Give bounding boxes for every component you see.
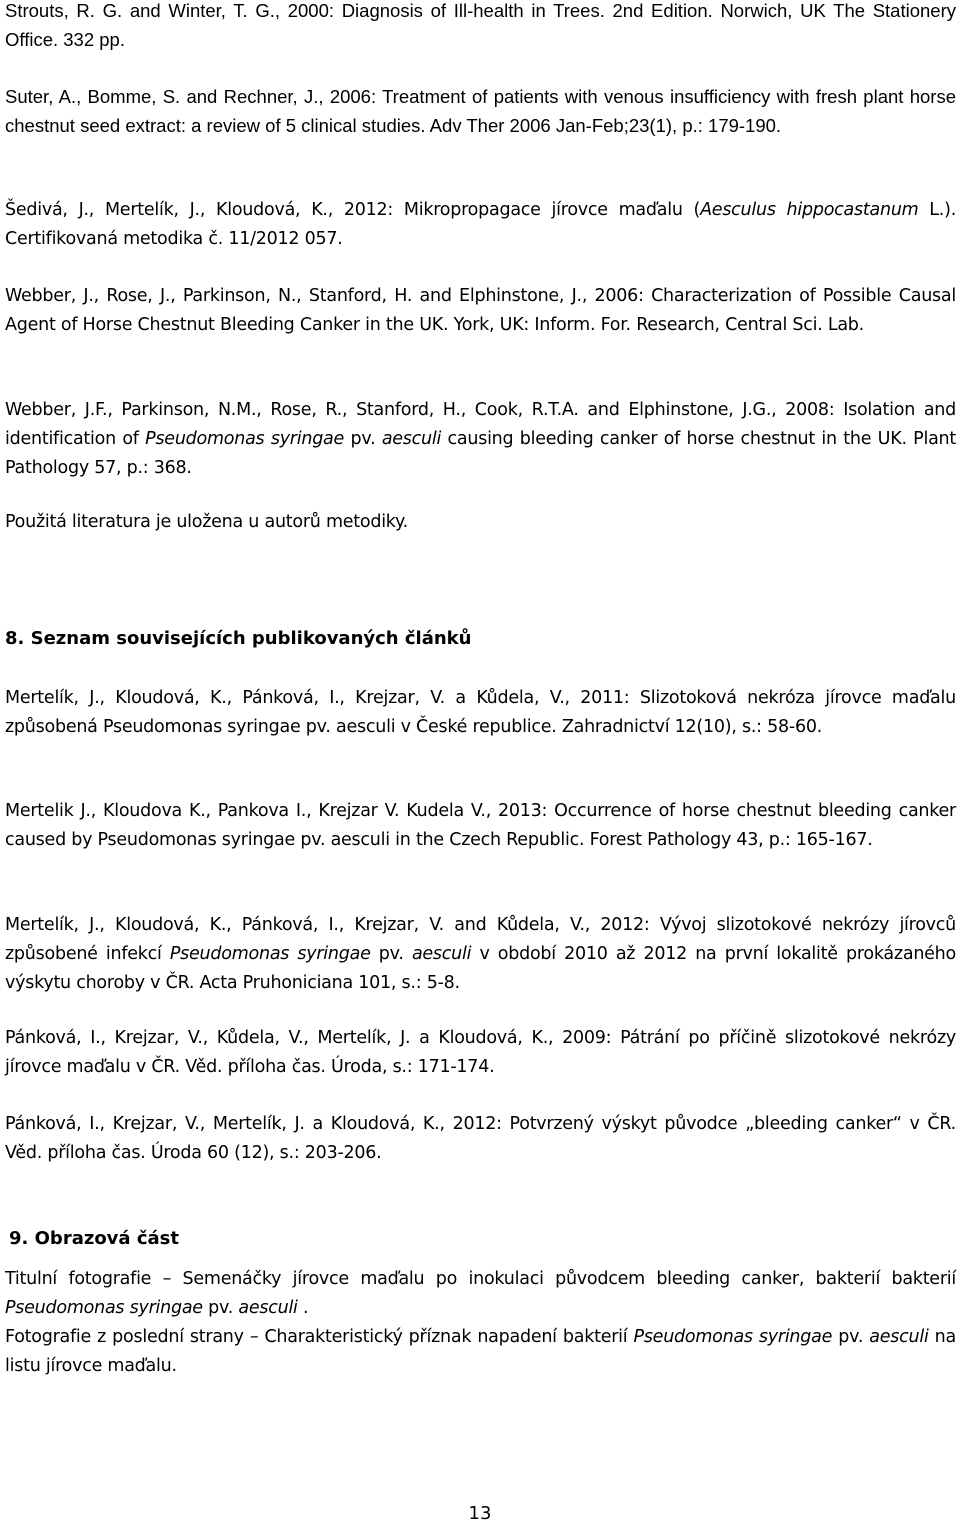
publication-item [5, 797, 956, 855]
species-name: Pseudomonas syringae [145, 429, 345, 449]
caption-text [5, 1265, 956, 1323]
section-heading: 9. Obrazová část [9, 1228, 179, 1249]
species-name: Pseudomonas syringae [633, 1327, 833, 1347]
page-number: 13 [468, 1503, 492, 1524]
reference-text-part: pv. [344, 429, 382, 449]
reference-text [5, 396, 956, 483]
pathovar-name: aesculi [869, 1327, 929, 1347]
pathovar-name: aesculi [411, 944, 472, 964]
reference-webber-2008 [5, 396, 956, 483]
species-name: Pseudomonas syringae [169, 944, 371, 964]
reference-suter [5, 82, 956, 140]
publication-text-part: Mertelík, J., Kloudová, K., Pánková, I., Krejzar, V. and Kůdela, V., 2012: Vývoj slizotokové nekrózy jírovců způsobené infekcí [5, 915, 956, 964]
caption-text-part: pv. [202, 1298, 239, 1318]
reference-strouts [5, 0, 956, 54]
publication-text: Pánková, I., Krejzar, V., Kůdela, V., Mertelík, J. a Kloudová, K., 2009: Pátrání po příčině slizotokové nekrózy jírovce maďalu v ČR. Věd. příloha čas. Úroda, s.: 171-174. [5, 1028, 956, 1077]
reference-text: Webber, J., Rose, J., Parkinson, N., Stanford, H. and Elphinstone, J., 2006: Characterization of Possible Causal Agent of Horse Chestnut Bleeding Canker in the UK. York, UK: Inform. For. Research, Central Sci. Lab. [5, 286, 956, 335]
species-name: Pseudomonas syringae [5, 1298, 203, 1318]
reference-text: Suter, A., Bomme, S. and Rechner, J., 2006: Treatment of patients with venous insufficiency with fresh plant horse chestnut seed extract: a review of 5 clinical studies. Adv Ther 2006 Jan-Feb;23(1), p.: 179-190. [5, 86, 956, 136]
caption-text-part: Titulní fotografie – Semenáčky jírovce maďalu po inokulaci původcem bleeding canker, bakterií bakterií [5, 1269, 956, 1289]
reference-text [5, 196, 956, 254]
section-heading: 8. Seznam souvisejících publikovaných článků [5, 628, 472, 649]
pathovar-name: aesculi [381, 429, 442, 449]
caption-text [5, 1323, 956, 1381]
section-9 [9, 1224, 960, 1253]
reference-text: Strouts, R. G. and Winter, T. G., 2000: Diagnosis of Ill-health in Trees. 2nd Edition. Norwich, UK The Stationery Office. 332 pp. [5, 0, 956, 50]
publication-text: Pánková, I., Krejzar, V., Mertelík, J. a Kloudová, K., 2012: Potvrzený výskyt původce „bleeding canker“ v ČR. Věd. příloha čas. Úroda 60 (12), s.: 203-206. [5, 1114, 956, 1163]
section-8 [5, 624, 956, 653]
publication-item [5, 911, 956, 998]
note-text: Použitá literatura je uložena u autorů metodiky. [5, 512, 408, 532]
pathovar-name: aesculi [238, 1298, 298, 1318]
caption-text-part: na listu jírovce maďalu. [5, 1327, 956, 1376]
image-caption [5, 1265, 956, 1381]
caption-text-part: Fotografie z poslední strany – Charakteristický příznak napadení bakterií [5, 1327, 634, 1347]
reference-text-part: causing bleeding canker of horse chestnut in the UK. Plant Pathology 57, p.: 368. [5, 429, 957, 478]
publication-text [5, 911, 956, 998]
reference-text-part: L.). Certifikovaná metodika č. 11/2012 057. [5, 200, 957, 249]
caption-text-part: . [297, 1298, 309, 1318]
publication-text: Mertelík, J., Kloudová, K., Pánková, I., Krejzar, V. a Kůdela, V., 2011: Slizotoková nekróza jírovce maďalu způsobená Pseudomonas syringae pv. aesculi v České republice. Zahradnictví 12(10), s.: 58-60. [5, 688, 956, 737]
literature-note [5, 508, 956, 537]
species-name: Aesculus hippocastanum [700, 200, 919, 220]
publication-item [5, 684, 956, 742]
publication-item [5, 1024, 956, 1082]
reference-webber-2006 [5, 282, 956, 340]
reference-text-part: Šedivá, J., Mertelík, J., Kloudová, K., 2012: Mikropropagace jírovce maďalu ( [5, 200, 701, 220]
reference-text-part: Webber, J.F., Parkinson, N.M., Rose, R., Stanford, H., Cook, R.T.A. and Elphinstone, J.G., 2008: Isolation and identification of [5, 400, 956, 449]
publication-item [5, 1110, 956, 1168]
reference-sediva [5, 196, 956, 254]
caption-text-part: pv. [832, 1327, 870, 1347]
publication-text-part: pv. [370, 944, 412, 964]
publication-text-part: v období 2010 až 2012 na první lokalitě prokázaného výskytu choroby v ČR. Acta Pruhoniciana 101, s.: 5-8. [5, 944, 956, 993]
publication-text: Mertelik J., Kloudova K., Pankova I., Krejzar V. Kudela V., 2013: Occurrence of horse chestnut bleeding canker caused by Pseudomonas syringae pv. aesculi in the Czech Republic. Forest Pathology 43, p.: 165-167. [5, 801, 956, 850]
